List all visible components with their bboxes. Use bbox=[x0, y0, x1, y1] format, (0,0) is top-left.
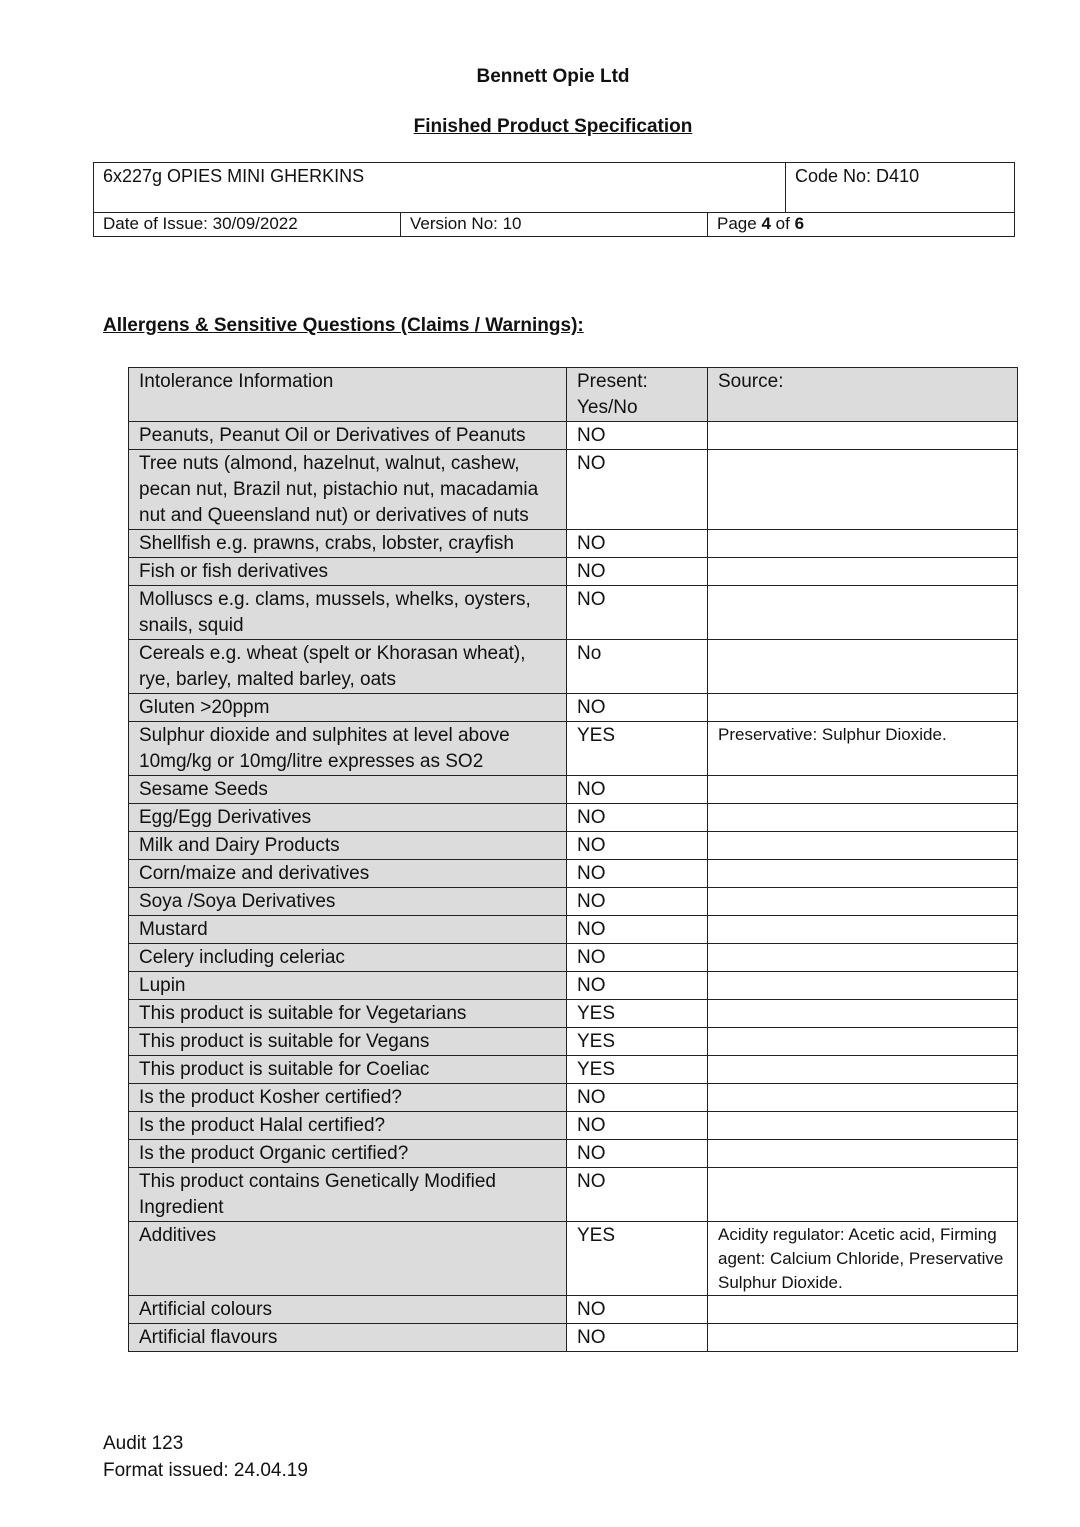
company-name: Bennett Opie Ltd bbox=[476, 66, 630, 87]
intolerance-item: Milk and Dairy Products bbox=[129, 832, 567, 860]
table-row bbox=[129, 972, 1018, 1000]
table-row bbox=[129, 888, 1018, 916]
source-value bbox=[708, 804, 1018, 832]
format-issued: Format issued: 24.04.19 bbox=[103, 1460, 308, 1481]
intolerance-item: Tree nuts (almond, hazelnut, walnut, cashew, pecan nut, Brazil nut, pistachio nut, macadamia nut and Queensland nut) or derivatives of nuts bbox=[129, 450, 567, 530]
header-row-product bbox=[94, 163, 1015, 213]
intolerance-item: Mustard bbox=[129, 916, 567, 944]
present-value: NO bbox=[567, 804, 708, 832]
present-value: NO bbox=[567, 422, 708, 450]
present-value: NO bbox=[567, 776, 708, 804]
intolerance-item: Sulphur dioxide and sulphites at level above 10mg/kg or 10mg/litre expresses as SO2 bbox=[129, 722, 567, 776]
footer bbox=[103, 1430, 308, 1484]
page-total: 6 bbox=[794, 214, 805, 233]
intolerance-item: Cereals e.g. wheat (spelt or Khorasan wheat), rye, barley, malted barley, oats bbox=[129, 640, 567, 694]
intolerance-item: Is the product Halal certified? bbox=[129, 1112, 567, 1140]
source-value: Preservative: Sulphur Dioxide. bbox=[708, 722, 1018, 776]
page-of: of bbox=[775, 214, 790, 233]
table-row bbox=[129, 1222, 1018, 1296]
table-row bbox=[129, 1000, 1018, 1028]
spec-header-table bbox=[93, 162, 1015, 237]
page-label: Page bbox=[717, 214, 757, 233]
intolerance-item: Celery including celeriac bbox=[129, 944, 567, 972]
present-value: NO bbox=[567, 832, 708, 860]
present-value: NO bbox=[567, 694, 708, 722]
source-value bbox=[708, 1168, 1018, 1222]
column-header-present: Present: Yes/No bbox=[567, 368, 708, 422]
source-value bbox=[708, 586, 1018, 640]
present-value: YES bbox=[567, 1000, 708, 1028]
source-value bbox=[708, 640, 1018, 694]
page-number bbox=[708, 213, 1015, 237]
source-value bbox=[708, 944, 1018, 972]
source-value bbox=[708, 1296, 1018, 1324]
intolerance-item: Peanuts, Peanut Oil or Derivatives of Peanuts bbox=[129, 422, 567, 450]
column-header-intolerance: Intolerance Information bbox=[129, 368, 567, 422]
table-row bbox=[129, 1056, 1018, 1084]
intolerance-item: This product is suitable for Vegans bbox=[129, 1028, 567, 1056]
present-value: NO bbox=[567, 1296, 708, 1324]
table-row bbox=[129, 450, 1018, 530]
allergen-table bbox=[128, 367, 1018, 1352]
intolerance-item: Sesame Seeds bbox=[129, 776, 567, 804]
source-value bbox=[708, 1084, 1018, 1112]
present-value: No bbox=[567, 640, 708, 694]
table-row bbox=[129, 832, 1018, 860]
allergen-table-body bbox=[129, 422, 1018, 1352]
table-row bbox=[129, 1112, 1018, 1140]
intolerance-item: Fish or fish derivatives bbox=[129, 558, 567, 586]
intolerance-item: This product is suitable for Coeliac bbox=[129, 1056, 567, 1084]
intolerance-item: Soya /Soya Derivatives bbox=[129, 888, 567, 916]
intolerance-item: Is the product Kosher certified? bbox=[129, 1084, 567, 1112]
present-value: NO bbox=[567, 888, 708, 916]
source-value bbox=[708, 694, 1018, 722]
table-row bbox=[129, 1028, 1018, 1056]
present-value: NO bbox=[567, 1168, 708, 1222]
table-row bbox=[129, 1324, 1018, 1352]
present-value: NO bbox=[567, 972, 708, 1000]
table-row bbox=[129, 1296, 1018, 1324]
intolerance-item: Is the product Organic certified? bbox=[129, 1140, 567, 1168]
section-title: Allergens & Sensitive Questions (Claims / Warnings): bbox=[103, 315, 584, 336]
present-value: NO bbox=[567, 1324, 708, 1352]
table-row bbox=[129, 422, 1018, 450]
table-row bbox=[129, 916, 1018, 944]
product-name: 6x227g OPIES MINI GHERKINS bbox=[94, 163, 786, 213]
table-row bbox=[129, 804, 1018, 832]
table-row bbox=[129, 530, 1018, 558]
source-value: Acidity regulator: Acetic acid, Firming agent: Calcium Chloride, Preservative Sulphur Dioxide. bbox=[708, 1222, 1018, 1296]
table-row bbox=[129, 1168, 1018, 1222]
source-value bbox=[708, 916, 1018, 944]
present-value: NO bbox=[567, 916, 708, 944]
table-row bbox=[129, 722, 1018, 776]
column-header-source: Source: bbox=[708, 368, 1018, 422]
intolerance-item: Corn/maize and derivatives bbox=[129, 860, 567, 888]
intolerance-item: Molluscs e.g. clams, mussels, whelks, oysters, snails, squid bbox=[129, 586, 567, 640]
source-value bbox=[708, 860, 1018, 888]
present-value: YES bbox=[567, 1056, 708, 1084]
source-value bbox=[708, 972, 1018, 1000]
intolerance-item: Lupin bbox=[129, 972, 567, 1000]
present-value: NO bbox=[567, 1140, 708, 1168]
present-value: YES bbox=[567, 1028, 708, 1056]
source-value bbox=[708, 558, 1018, 586]
source-value bbox=[708, 530, 1018, 558]
version-number: Version No: 10 bbox=[401, 213, 708, 237]
source-value bbox=[708, 1056, 1018, 1084]
source-value bbox=[708, 888, 1018, 916]
table-row bbox=[129, 558, 1018, 586]
intolerance-item: Artificial flavours bbox=[129, 1324, 567, 1352]
intolerance-item: Additives bbox=[129, 1222, 567, 1296]
source-value bbox=[708, 776, 1018, 804]
date-of-issue: Date of Issue: 30/09/2022 bbox=[94, 213, 401, 237]
source-value bbox=[708, 1140, 1018, 1168]
source-value bbox=[708, 422, 1018, 450]
intolerance-item: Shellfish e.g. prawns, crabs, lobster, crayfish bbox=[129, 530, 567, 558]
table-row bbox=[129, 860, 1018, 888]
present-value: YES bbox=[567, 722, 708, 776]
table-row bbox=[129, 694, 1018, 722]
source-value bbox=[708, 1324, 1018, 1352]
present-value: NO bbox=[567, 450, 708, 530]
intolerance-item: Artificial colours bbox=[129, 1296, 567, 1324]
source-value bbox=[708, 832, 1018, 860]
present-value: NO bbox=[567, 586, 708, 640]
present-value: NO bbox=[567, 1084, 708, 1112]
table-row bbox=[129, 944, 1018, 972]
table-row bbox=[129, 776, 1018, 804]
present-value: NO bbox=[567, 1112, 708, 1140]
present-value: YES bbox=[567, 1222, 708, 1296]
intolerance-item: This product contains Genetically Modified Ingredient bbox=[129, 1168, 567, 1222]
source-value bbox=[708, 1028, 1018, 1056]
intolerance-item: Gluten >20ppm bbox=[129, 694, 567, 722]
intolerance-item: Egg/Egg Derivatives bbox=[129, 804, 567, 832]
source-value bbox=[708, 1000, 1018, 1028]
intolerance-item: This product is suitable for Vegetarians bbox=[129, 1000, 567, 1028]
table-row bbox=[129, 1084, 1018, 1112]
table-row bbox=[129, 640, 1018, 694]
table-row bbox=[129, 1140, 1018, 1168]
present-value: NO bbox=[567, 558, 708, 586]
document-title bbox=[0, 116, 1080, 138]
present-value: NO bbox=[567, 944, 708, 972]
table-row bbox=[129, 586, 1018, 640]
page-current: 4 bbox=[761, 214, 771, 233]
header-row-meta bbox=[94, 213, 1015, 237]
product-code: Code No: D410 bbox=[786, 163, 1015, 213]
source-value bbox=[708, 450, 1018, 530]
document-title-text: Finished Product Specification bbox=[413, 116, 693, 137]
audit-label: Audit 123 bbox=[103, 1433, 184, 1454]
present-value: NO bbox=[567, 860, 708, 888]
present-value: NO bbox=[567, 530, 708, 558]
source-value bbox=[708, 1112, 1018, 1140]
allergen-table-header bbox=[129, 368, 1018, 422]
